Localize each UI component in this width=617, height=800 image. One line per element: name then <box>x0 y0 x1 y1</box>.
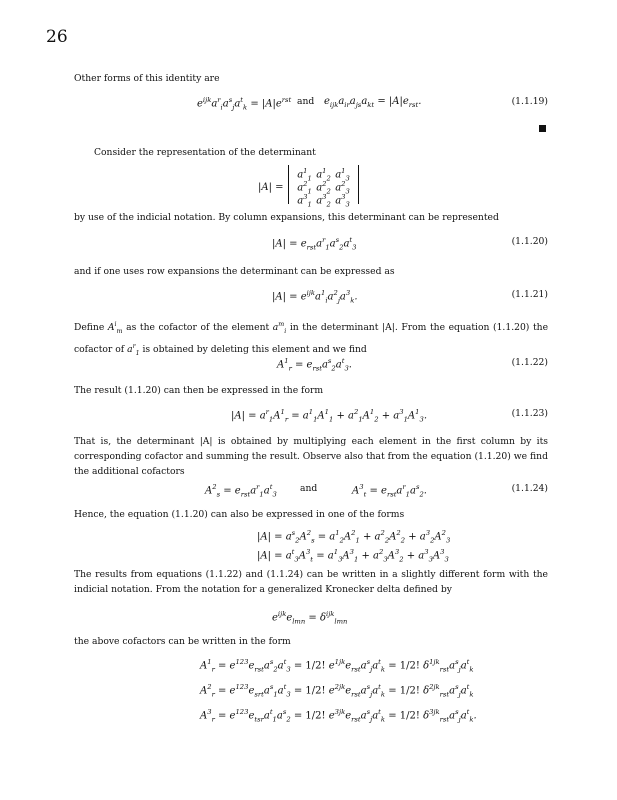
equation-number: (1.1.20) <box>511 236 548 247</box>
equation-1-1-19: $e^{ijk}a^r_ia^s_ja^t_k = |A|e^{rst}$ and $e_{ijk}a_{ir}a_{js}a_{kt} = |A|e_{rst}$. (1.1.19) <box>197 96 548 112</box>
paragraph: The results from equations (1.1.22) and (1.1.24) can be written in a slightly different form with the indicial notation. From the notation for a generalized Kronecker delta defined by <box>74 569 548 595</box>
equation-1-1-24: $A^2_s = e_{rst}a^r_1a^t_3$ and $A^3_t = e_{rst}a^r_1a^s_2$. (1.1.24) <box>205 483 548 499</box>
paragraph: Hence, the equation (1.1.20) can also be expressed in one of the forms <box>74 509 405 520</box>
text: Define <box>74 322 105 334</box>
qed-square-icon <box>539 125 546 132</box>
paragraph: by use of the indicial notation. By column expansions, this determinant can be represented <box>74 212 499 223</box>
page-number: 26 <box>46 27 68 47</box>
equation-kronecker-delta: $e^{ijk}e_{lmn} = \delta^{ijk}_{lmn}$ <box>272 610 348 626</box>
and-text: and <box>297 96 315 107</box>
text: is obtained by deleting this element and we find <box>142 343 367 355</box>
text: as the cofactor of the element <box>126 322 270 334</box>
paragraph: and if one uses row expansions the determinant can be expressed as <box>74 266 395 277</box>
equation-1-1-21: $|A| = e^{ijk}a^1_ia^2_ja^3_k$. (1.1.21) <box>272 289 548 305</box>
cofactor-equation-1: $A^1_r = e^{123}e_{rst}a^s_2a^t_3 = 1/2$! $e^{1jk}e_{rst}a^s_ja^t_k = 1/2$! $\delta^{1jk}_{rst}a^s_ja^t_k$ <box>200 658 474 674</box>
cofactor-equation-3: $A^3_r = e^{123}e_{tsr}a^t_1a^s_2 = 1/2$! $e^{3jk}e_{rst}a^s_ja^t_k = 1/2$! $\delta^{3jk}_{rst}a^s_ja^t_k$. <box>200 708 477 724</box>
equation-number: (1.1.24) <box>511 483 548 494</box>
paragraph: Define $A^i_m$ as the cofactor of the element $a^m_i$ in the determinant |A|. From the equation (1.1.20) the cofactor of $a^r_1$ is obtained by deleting this element and we find <box>74 321 549 357</box>
text: in the determinant |A|. From the equation (1.1.20) the cofactor of <box>74 322 549 355</box>
paragraph: That is, the determinant |A| is obtained by multiplying each element in the first column by its corresponding cofactor and summing the result. Observe also that from the equation (1.1.20) we find the additional cofactors <box>74 436 548 477</box>
equation-1-1-22: $A^1_r = e_{rst}a^s_2a^t_3$. (1.1.22) <box>277 357 548 373</box>
equation-number: (1.1.23) <box>511 408 548 419</box>
paragraph: Other forms of this identity are <box>74 73 220 84</box>
equation-number: (1.1.22) <box>511 357 548 368</box>
equation-expansion-col3: $|A| = a^t_3A^3_t = a^1_3A^3_1 + a^2_3A^3_2 + a^3_3A^3_3$ <box>257 548 449 564</box>
paragraph: Consider the representation of the determinant <box>94 147 316 158</box>
and-text: and <box>300 483 318 494</box>
equation-1-1-20: $|A| = e_{rst}a^r_1a^s_2a^t_3$ (1.1.20) <box>272 236 548 252</box>
equation-number: (1.1.19) <box>511 96 548 107</box>
paragraph: The result (1.1.20) can then be expressed in the form <box>74 385 324 396</box>
paragraph: the above cofactors can be written in the form <box>74 636 291 647</box>
equation-expansion-col2: $|A| = a^s_2A^2_s = a^1_2A^2_1 + a^2_2A^2_2 + a^3_2A^2_3$ <box>257 529 451 545</box>
cofactor-equation-2: $A^2_r = e^{123}e_{srt}a^s_1a^t_3 = 1/2$! $e^{2jk}e_{rst}a^s_ja^t_k = 1/2$! $\delta^{2jk}_{rst}a^s_ja^t_k$ <box>200 683 474 699</box>
equation-number: (1.1.21) <box>511 289 548 300</box>
equation-1-1-23: $|A| = a^r_1A^1_r = a^1_1A^1_1 + a^2_1A^1_2 + a^3_1A^1_3$. (1.1.23) <box>231 408 548 424</box>
